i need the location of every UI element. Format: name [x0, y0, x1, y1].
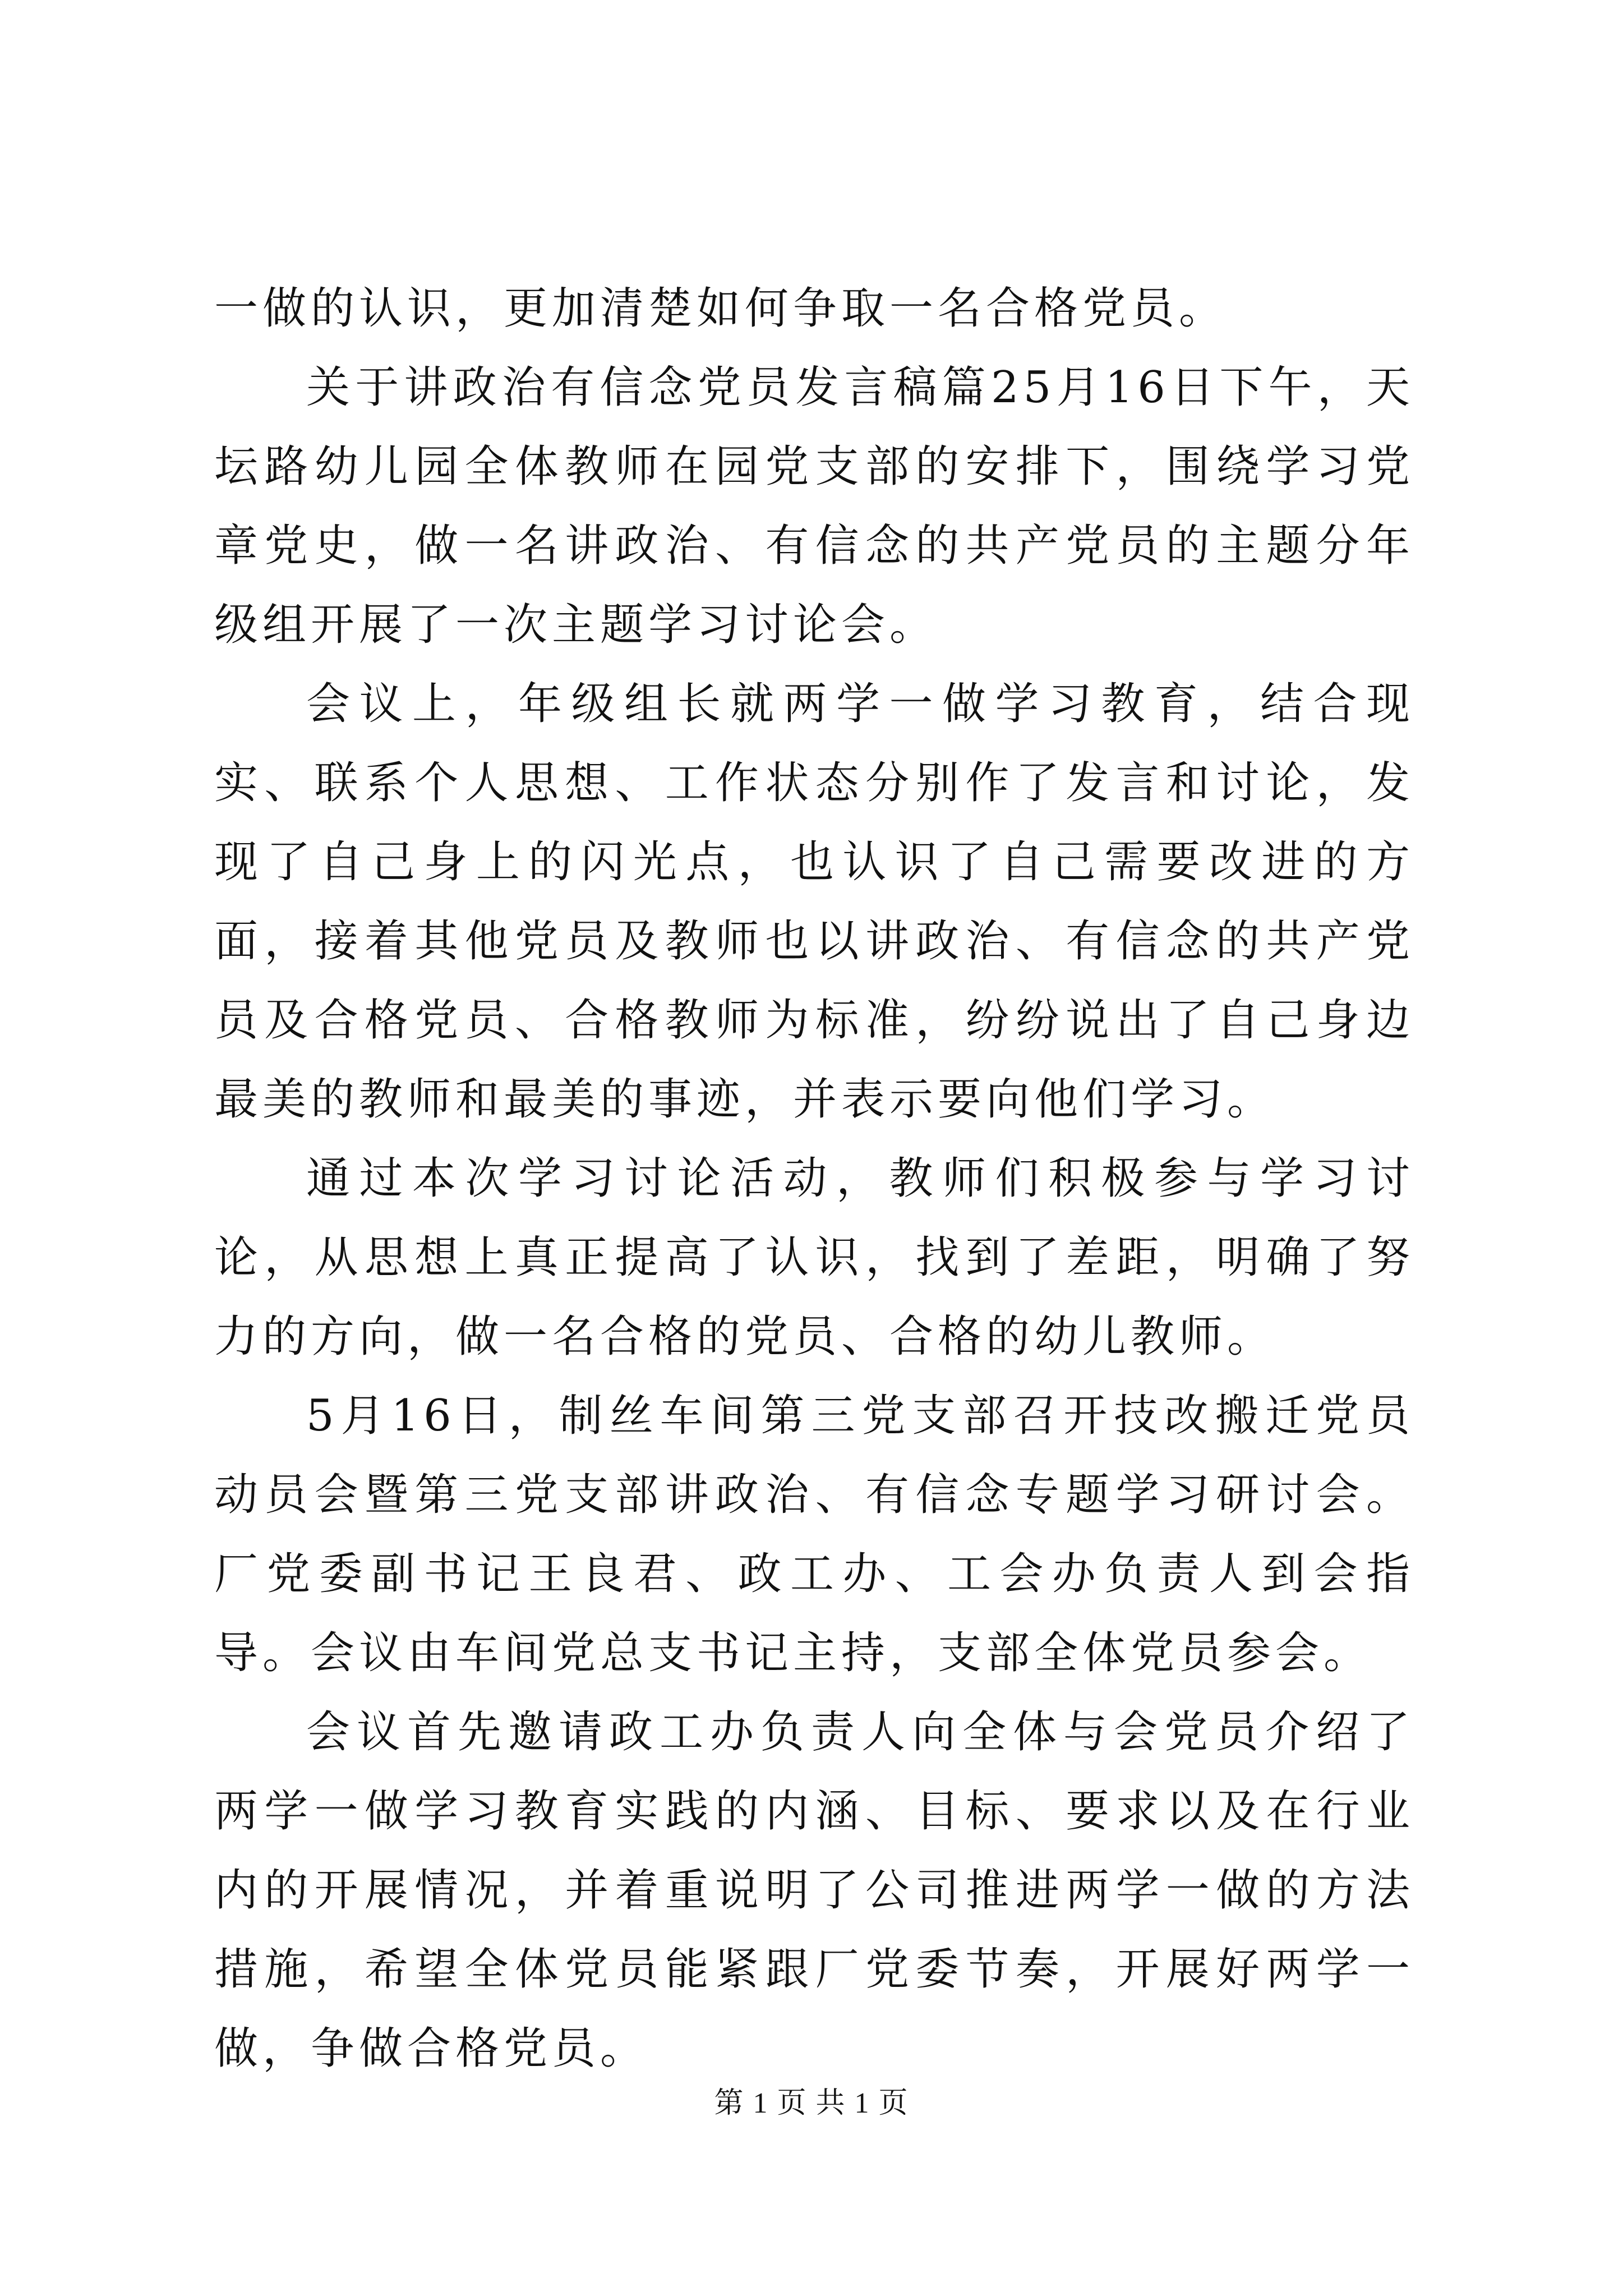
paragraph-branch-meeting: 5月16日，制丝车间第三党支部召开技改搬迁党员动员会暨第三党支部讲政治、有信念专题学习研讨会。厂党委副书记王良君、政工办、工会办负责人到会指导。会议由车间党总支书记主持，支部全体党员参会。: [214, 1391, 1414, 1678]
page-footer: 第 1 页 共 1 页: [714, 2087, 909, 2119]
paragraph-continuation: 一做的认识，更加清楚如何争取一名合格党员。: [214, 283, 1228, 334]
document-body: [214, 269, 1414, 2088]
paragraph-speech-intro: 关于讲政治有信念党员发言稿篇25月16日下午，天坛路幼儿园全体教师在园党支部的安排下，围绕学习党章党史，做一名讲政治、有信念的共产党员的主题分年级组开展了一次主题学习讨论会。: [214, 362, 1414, 650]
paragraph-activity-result: 通过本次学习讨论活动，教师们积极参与学习讨论，从思想上真正提高了认识，找到了差距，明确了努力的方向，做一名合格的党员、合格的幼儿教师。: [214, 1153, 1414, 1362]
paragraph-meeting-discussion: 会议上，年级组长就两学一做学习教育，结合现实、联系个人思想、工作状态分别作了发言和讨论，发现了自己身上的闪光点，也认识了自己需要改进的方面，接着其他党员及教师也以讲政治、有信念的共产党员及合格党员、合格教师为标准，纷纷说出了自己身边最美的教师和最美的事迹，并表示要向他们学习。: [214, 679, 1414, 1125]
paragraph-meeting-introduction: 会议首先邀请政工办负责人向全体与会党员介绍了两学一做学习教育实践的内涵、目标、要求以及在行业内的开展情况，并着重说明了公司推进两学一做的方法措施，希望全体党员能紧跟厂党委节奏，开展好两学一做，争做合格党员。: [214, 1707, 1414, 2074]
